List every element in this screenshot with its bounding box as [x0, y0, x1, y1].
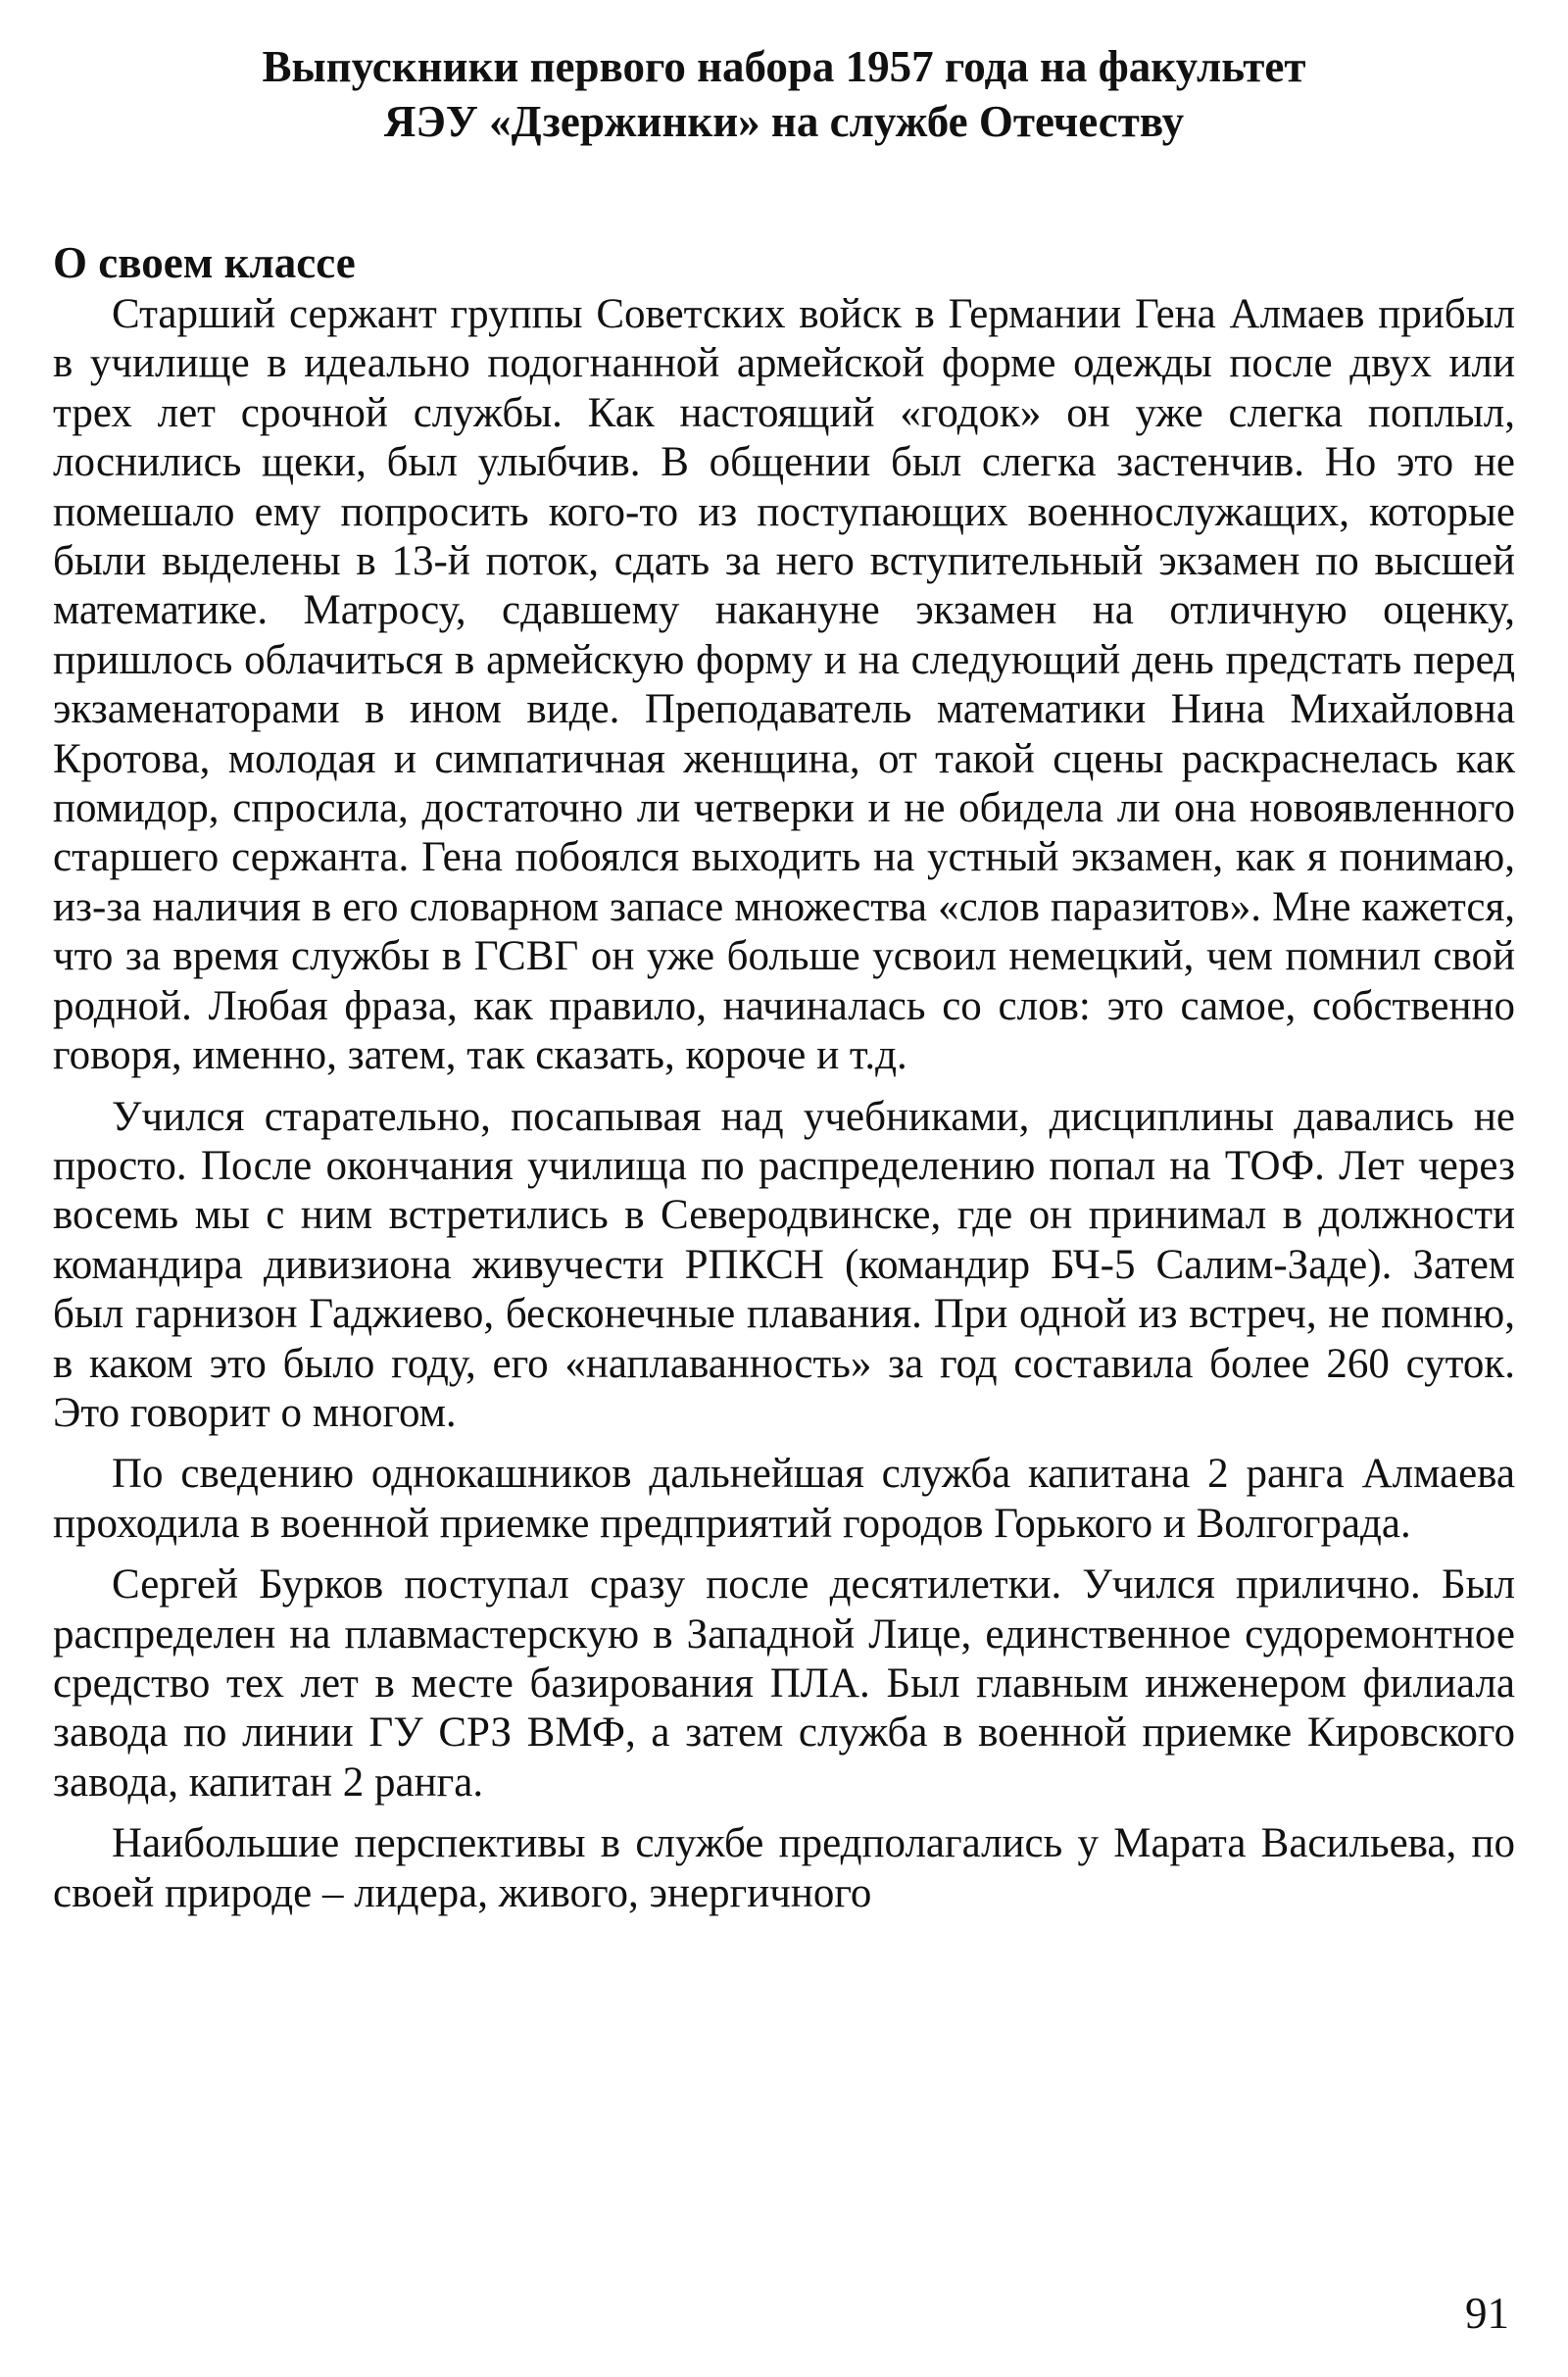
- page-title-line-1: Выпускники первого набора 1957 года на факультет: [262, 42, 1306, 91]
- paragraph-almaev-3: По сведению однокашников дальнейшая служба капитана 2 ранга Алмаева проходила в военной приемке предприятий городов Горького и Волгограда.: [53, 1451, 1515, 1547]
- page-title-line-2: ЯЭУ «Дзержинки» на службе Отечеству: [383, 97, 1185, 146]
- paragraph-vasiliev: Наибольшие перспективы в службе предполагались у Марата Васильева, по своей природе – лидера, живого, энергичного: [53, 1820, 1515, 1916]
- section-body: [53, 290, 1515, 1918]
- page-title: [53, 39, 1515, 149]
- paragraph-burkov: Сергей Бурков поступал сразу после десятилетки. Учился прилично. Был распределен на плавмастерскую в Западной Лице, единственное судоремонтное средство тех лет в месте базирования ПЛА. Был главным инженером филиала завода по линии ГУ СРЗ ВМФ, а затем служба в военной приемке Кировского завода, капитан 2 ранга.: [53, 1561, 1515, 1806]
- paragraph-almaev-2: Учился старательно, посапывая над учебниками, дисциплины давались не просто. После окончания училища по распределению попал на ТОФ. Лет через восемь мы с ним встретились в Северодвинске, где он принимал в должности командира дивизиона живучести РПКСН (командир БЧ-5 Салим-Заде). Затем был гарнизон Гаджиево, бесконечные плавания. При одной из встреч, не помню, в каком это было году, его «наплаванность» за год составила более 260 суток. Это говорит о многом.: [53, 1093, 1515, 1436]
- page-number: 91: [1465, 2289, 1509, 2338]
- paragraph-almaev-1: Старший сержант группы Советских войск в Германии Гена Алмаев прибыл в училище в идеально подогнанной армейской форме одежды после двух или трех лет срочной службы. Как настоящий «годок» он уже слегка поплыл, лоснились щеки, был улыбчив. В общении был слегка застенчив. Но это не помешало ему попросить кого-то из поступающих военнослужащих, которые были выделены в 13-й поток, сдать за него вступительный экзамен по высшей математике. Матросу, сдавшему накануне экзамен на отличную оценку, пришлось облачиться в армейскую форму и на следующий день предстать перед экзаменаторами в ином виде. Преподаватель математики Нина Михайловна Кротова, молодая и симпатичная женщина, от такой сцены раскраснелась как помидор, спросила, достаточно ли четверки и не обидела ли она новоявленного старшего сержанта. Гена побоялся выходить на устный экзамен, как я понимаю, из-за наличия в его словарном запасе множества «слов паразитов». Мне кажется, что за время службы в ГСВГ он уже больше усвоил немецкий, чем помнил свой родной. Любая фраза, как правило, начиналась со слов: это самое, собственно говоря, именно, затем, так сказать, короче и т.д.: [53, 291, 1515, 1079]
- book-page: [53, 39, 1515, 2338]
- section-heading: О своем классе: [53, 238, 356, 287]
